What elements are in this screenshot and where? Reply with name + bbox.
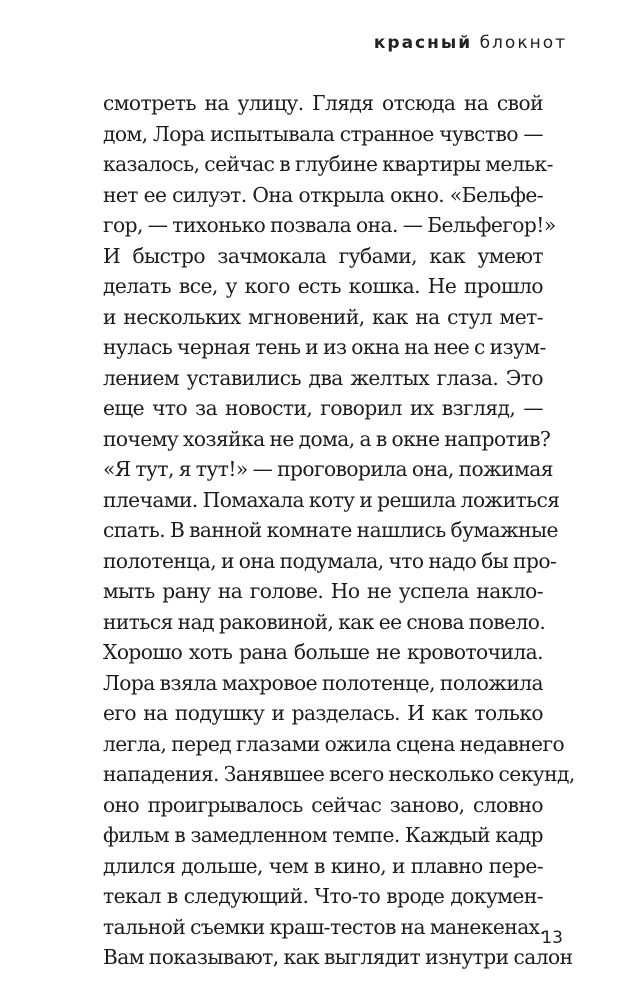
running-header-title-regular: блокнот: [479, 33, 567, 53]
text-line: легла, перед глазами ожила сцена недавнего: [103, 731, 565, 756]
running-header-title-bold: красный: [373, 33, 473, 53]
text-line: полотенца, и она подумала, что надо бы про-: [103, 548, 557, 573]
text-line: лением уставились два желтых глаза. Это: [103, 365, 543, 390]
text-line: смотреть на улицу. Глядя отсюда на свой: [103, 91, 543, 115]
text-line: ниться над раковиной, как ее снова повело.: [103, 609, 546, 634]
text-line: Хорошо хоть рана больше не кровоточила.: [103, 640, 543, 664]
text-line: нападения. Занявшее всего несколько секунд,: [103, 762, 575, 786]
text-line: дом, Лора испытывала странное чувство —: [103, 121, 543, 146]
text-line: казалось, сейчас в глубине квартиры мельк-: [103, 152, 553, 176]
text-line: И быстро зачмокала губами, как умеют: [103, 243, 543, 268]
running-header: [374, 33, 567, 53]
text-line: его на подушку и разделась. И как только: [103, 701, 543, 725]
text-line: спать. В ванной комнате нашлись бумажные: [103, 518, 558, 542]
text-line: тальной съемки краш-тестов на манекенах.: [103, 914, 546, 939]
text-line: оно проигрывалось сейчас заново, словно: [103, 792, 543, 817]
text-line: «Я тут, я тут!» — проговорила она, пожимая: [103, 457, 553, 481]
text-line: еще что за новости, говорил их взгляд, —: [103, 396, 543, 420]
text-line: длился дольше, чем в кино, и плавно пере-: [103, 853, 543, 878]
page-number: 13: [541, 928, 563, 948]
text-line: почему хозяйка не дома, а в окне напротив?: [103, 426, 551, 451]
text-line: гор, — тихонько позвала она. — Бельфегор!»: [103, 213, 556, 237]
text-line: и нескольких мгновений, как на стул мет-: [103, 304, 543, 329]
text-line: нет ее силуэт. Она открыла окно. «Бельфе-: [103, 182, 543, 207]
text-line: Вам показывают, как выглядит изнутри салон: [103, 945, 573, 969]
text-line: Лора взяла махровое полотенце, положила: [103, 670, 543, 695]
text-line: мыть рану на голове. Но не успела накло-: [103, 579, 543, 603]
text-line: нулась черная тень и из окна на нее с изум-: [103, 335, 546, 359]
text-line: фильм в замедленном темпе. Каждый кадр: [103, 823, 543, 847]
text-line: делать все, у кого есть кошка. Не прошло: [103, 274, 543, 298]
text-line: текал в следующий. Что-то вроде докумен-: [103, 884, 543, 908]
text-line: плечами. Помахала коту и решила ложиться: [103, 487, 560, 512]
